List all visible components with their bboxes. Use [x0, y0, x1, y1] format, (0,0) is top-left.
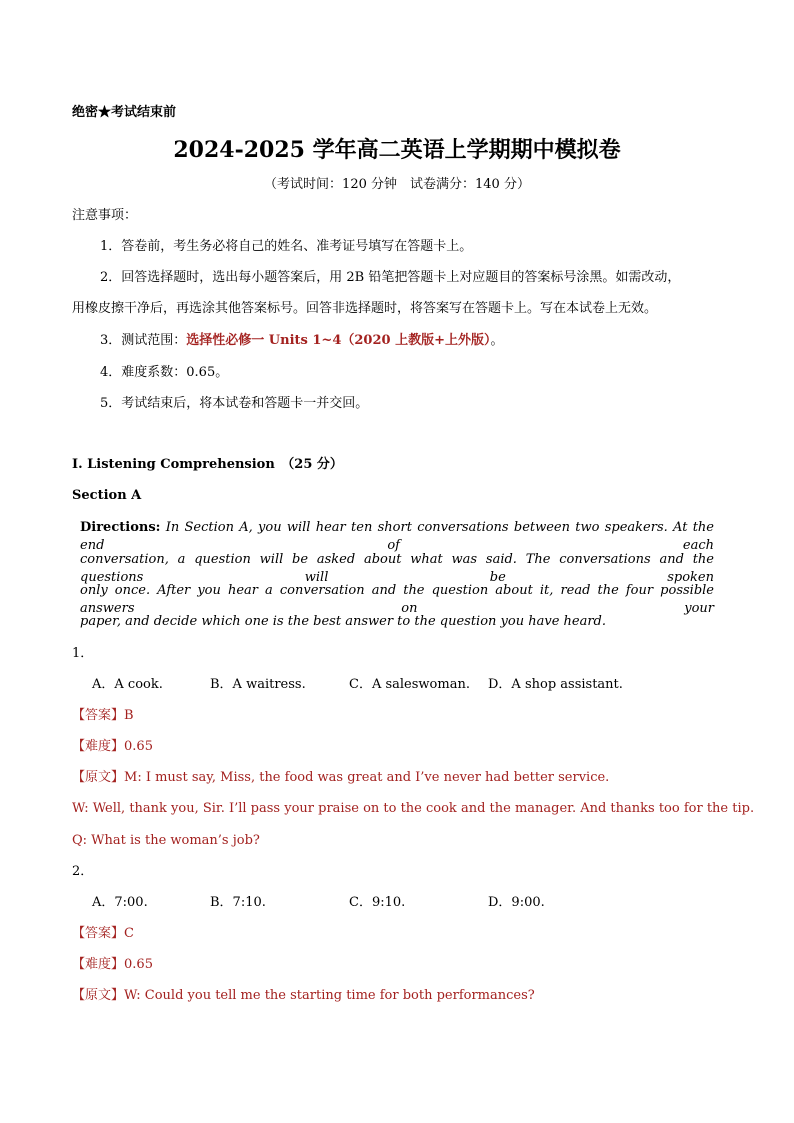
note-3-prefix: 3．测试范围： [100, 333, 187, 348]
directions-line-2: conversation, a question will be asked about what was said. The conversations and the questions will be spoken [80, 552, 714, 585]
question-2-option-c: C．9:10. [349, 895, 406, 910]
notes-heading: 注意事项： [72, 208, 138, 223]
script-label: 【原文】 [72, 988, 125, 1003]
note-2-line-1: 2．回答选择题时，选出每小题答案后，用 2B 铅笔把答题卡上对应题目的答案标号涂黑。如需改动， [100, 270, 681, 285]
answer-label: 【答案】 [72, 708, 125, 723]
test-range: 选择性必修一 Units 1~4（2020 上教版+上外版） [186, 333, 491, 348]
difficulty-value: 0.65 [124, 957, 153, 972]
section-a-heading: Section A [72, 488, 142, 503]
question-1-option-b: B．A waitress. [210, 677, 306, 692]
note-3-suffix: 。 [490, 333, 504, 348]
question-1-script-line-2: W: Well, thank you, Sir. I’ll pass your praise on to the cook and the manager. And thanks too for the tip. [72, 801, 755, 816]
question-1-answer [72, 707, 134, 725]
question-1-number: 1． [72, 646, 94, 661]
answer-value: C [124, 926, 134, 941]
difficulty-value: 0.65 [124, 739, 153, 754]
exam-subtitle: （考试时间：120 分钟 试卷满分：140 分） [264, 177, 530, 192]
question-2-number: 2． [72, 864, 94, 879]
question-2-difficulty [72, 956, 153, 974]
note-1: 1．答卷前，考生务必将自己的姓名、准考证号填写在答题卡上。 [100, 239, 473, 254]
question-1-difficulty [72, 738, 153, 756]
directions-label: Directions: [80, 520, 161, 535]
answer-label: 【答案】 [72, 926, 125, 941]
question-2-option-a: A．7:00. [92, 895, 148, 910]
question-2-option-b: B．7:10. [210, 895, 266, 910]
answer-value: B [124, 708, 134, 723]
directions-text-1: In Section A, you will hear ten short conversations between two speakers. At the end of each [80, 520, 714, 553]
note-3 [100, 332, 503, 350]
directions-line-4: paper, and decide which one is the best answer to the question you have heard. [80, 614, 607, 629]
question-2-answer [72, 925, 134, 943]
part-title: I. Listening Comprehension （25 分） [72, 457, 343, 472]
note-5: 5．考试结束后，将本试卷和答题卡一并交回。 [100, 396, 369, 411]
question-1-script-line-1 [72, 769, 609, 787]
question-1-option-d: D．A shop assistant. [488, 677, 623, 692]
confidential-label: 绝密★考试结束前 [72, 105, 177, 120]
directions-line-1 [80, 519, 714, 555]
difficulty-label: 【难度】 [72, 957, 125, 972]
question-1-option-a: A．A cook. [92, 677, 163, 692]
note-4: 4．难度系数：0.65。 [100, 365, 229, 380]
question-1-script-line-3: Q: What is the woman’s job? [72, 833, 260, 848]
directions-line-3: only once. After you hear a conversation and the question about it, read the four possible answers on your [80, 583, 714, 616]
script-text: M: I must say, Miss, the food was great and I’ve never had better service. [124, 770, 610, 785]
script-text: W: Could you tell me the starting time for both performances? [124, 988, 535, 1003]
question-2-option-d: D．9:00. [488, 895, 545, 910]
question-2-script-line-1 [72, 987, 535, 1005]
note-2-line-2: 用橡皮擦干净后，再选涂其他答案标号。回答非选择题时，将答案写在答题卡上。写在本试卷上无效。 [72, 301, 658, 316]
exam-title: 2024-2025 学年高二英语上学期期中模拟卷 [173, 137, 621, 163]
script-label: 【原文】 [72, 770, 125, 785]
difficulty-label: 【难度】 [72, 739, 125, 754]
question-1-option-c: C．A saleswoman. [349, 677, 470, 692]
